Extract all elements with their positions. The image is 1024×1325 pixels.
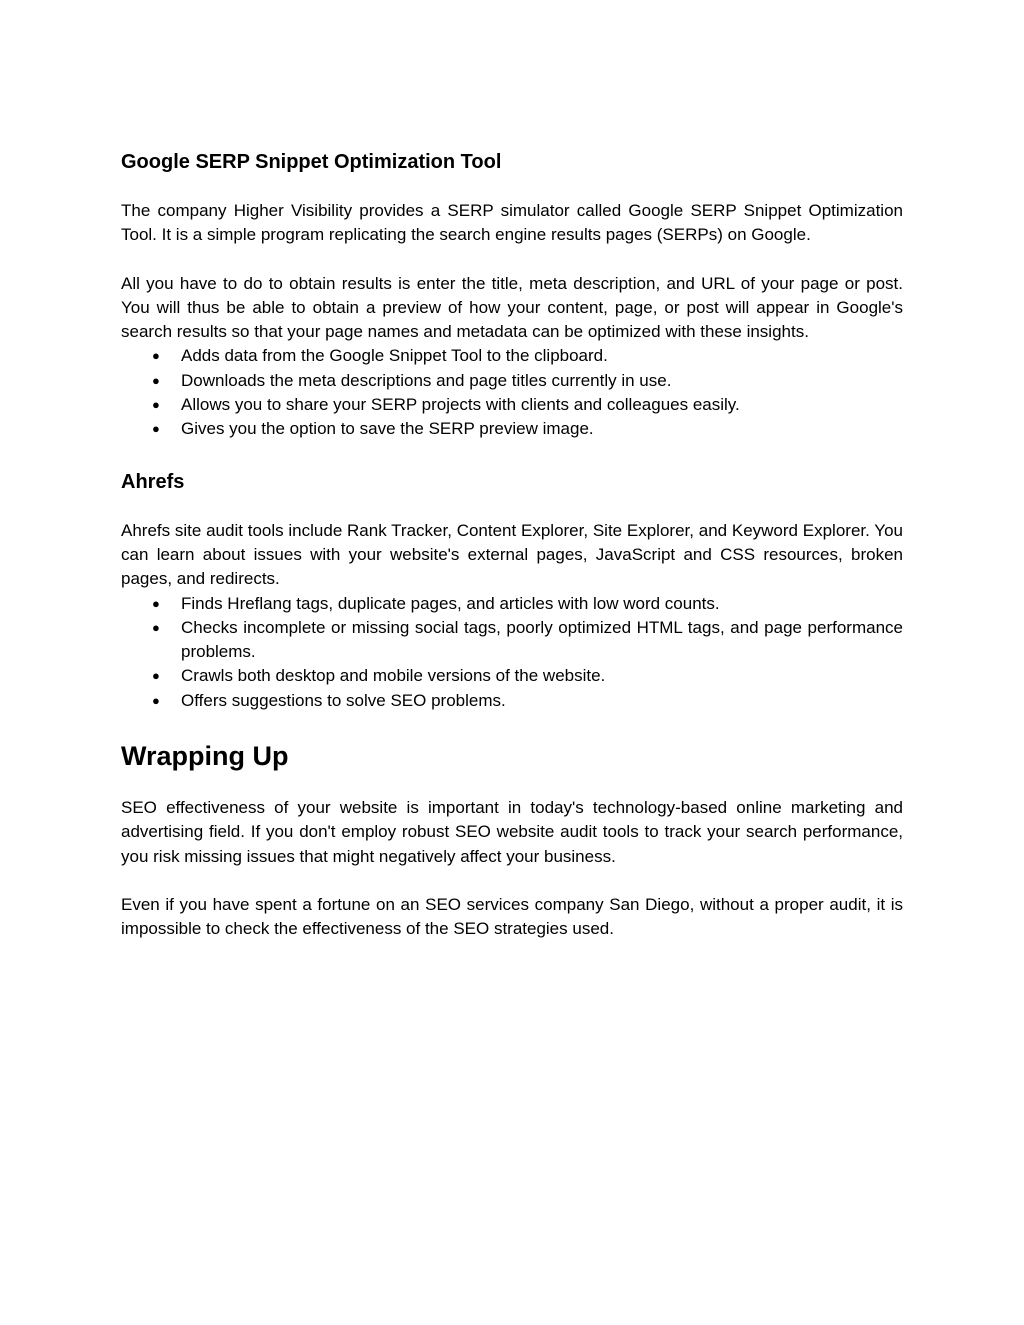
bullet-icon: ● <box>152 619 160 635</box>
paragraph: Ahrefs site audit tools include Rank Tracker, Content Explorer, Site Explorer, and Keyword Explorer. You can learn about issues with your website's external pages, JavaScript and CSS resources, broken pages, and redirects. <box>121 520 903 589</box>
paragraph: SEO effectiveness of your website is important in today's technology-based online marketing and advertising field. If you don't employ robust SEO website audit tools to track your search performance, you risk missing issues that might negatively affect your business. <box>121 798 903 866</box>
bullet-icon: ● <box>152 372 160 388</box>
list-item <box>121 592 903 616</box>
list-item-text: Checks incomplete or missing social tags, poorly optimized HTML tags, and page performance problems. <box>181 617 903 662</box>
list-item-text: Adds data from the Google Snippet Tool to the clipboard. <box>181 346 608 366</box>
bullet-list-serp-tool <box>121 344 903 441</box>
paragraph: The company Higher Visibility provides a SERP simulator called Google SERP Snippet Optimization Tool. It is a simple program replicating the search engine results pages (SERPs) on Google. <box>121 201 903 245</box>
bullet-icon: ● <box>152 421 160 437</box>
list-item <box>121 616 903 665</box>
list-item-text: Allows you to share your SERP projects with clients and colleagues easily. <box>181 395 740 415</box>
bullet-icon: ● <box>152 595 160 611</box>
list-item <box>121 417 903 441</box>
bullet-icon: ● <box>152 397 160 413</box>
list-item-text: Finds Hreflang tags, duplicate pages, and articles with low word counts. <box>181 593 720 613</box>
list-item-text: Crawls both desktop and mobile versions of the website. <box>181 666 606 686</box>
paragraph: Even if you have spent a fortune on an SEO services company San Diego, without a proper audit, it is impossible to check the effectiveness of the SEO strategies used. <box>121 894 903 939</box>
bullet-icon: ● <box>152 692 160 708</box>
list-item <box>121 664 903 688</box>
list-item <box>121 689 903 713</box>
list-item-text: Downloads the meta descriptions and page titles currently in use. <box>181 370 672 390</box>
bullet-icon: ● <box>152 668 160 684</box>
list-item <box>121 369 903 393</box>
list-item-text: Offers suggestions to solve SEO problems. <box>181 690 506 710</box>
document-page <box>121 148 903 942</box>
paragraph: All you have to do to obtain results is enter the title, meta description, and URL of your page or post. You will thus be able to obtain a preview of how your content, page, or post will appear in Google's search results so that your page names and metadata can be optimized with these insights. <box>121 273 903 342</box>
bullet-icon: ● <box>152 348 160 364</box>
list-item <box>121 344 903 368</box>
section-heading-ahrefs: Ahrefs <box>121 470 185 493</box>
section-heading-wrapping-up: Wrapping Up <box>121 741 289 772</box>
bullet-list-ahrefs <box>121 592 903 713</box>
section-heading-serp-tool: Google SERP Snippet Optimization Tool <box>121 151 502 173</box>
list-item <box>121 393 903 417</box>
list-item-text: Gives you the option to save the SERP preview image. <box>181 419 594 439</box>
